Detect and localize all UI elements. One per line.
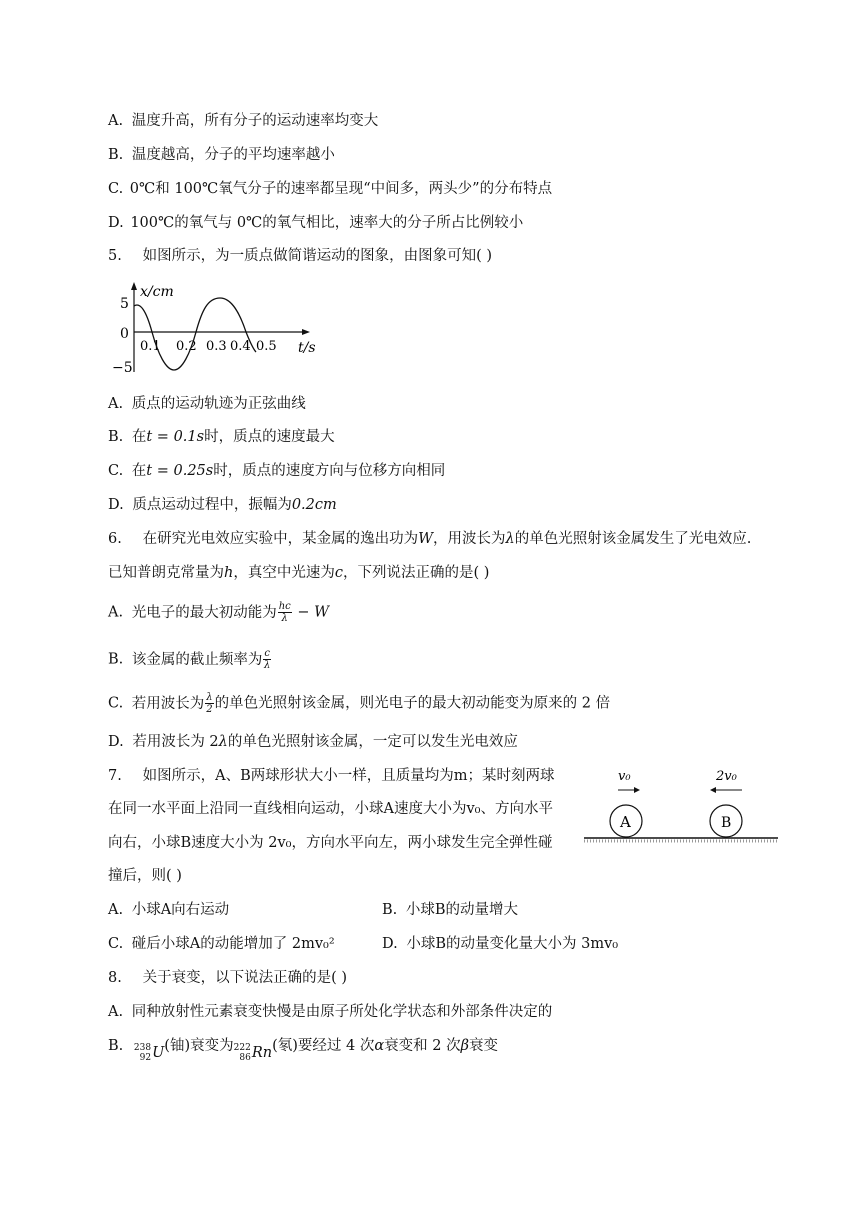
option-label: A.	[108, 1004, 124, 1020]
option-text: 小球A向右运动	[131, 902, 230, 918]
option-label: B.	[108, 1038, 124, 1054]
option-text: 时，质点的速度方向与位移方向相同	[213, 463, 446, 479]
mass-number: 222	[233, 1043, 251, 1053]
x-tick-0.2: 0.2	[176, 339, 197, 354]
question-text: 撞后，则( )	[108, 868, 182, 884]
option-label: A.	[108, 902, 124, 918]
option-text: 质点运动过程中，振幅为	[132, 497, 292, 513]
q7-stem-line1	[108, 766, 554, 786]
math-expr: 0.2cm	[291, 497, 337, 513]
option-text: 100℃的氧气与 0℃的氧气相比，速率大的分子所占比例较小	[130, 215, 524, 231]
option-label: C.	[108, 463, 124, 479]
nuclide-numbers	[134, 1043, 151, 1063]
frac-den: λ	[264, 660, 271, 671]
nuclide-numbers	[234, 1043, 251, 1063]
option-text: 质点的运动轨迹为正弦曲线	[131, 396, 306, 412]
math-var: h	[224, 565, 234, 581]
option-text: 小球B的动量变化量大小为 3mv₀	[406, 936, 619, 952]
shm-graph	[108, 280, 328, 380]
math-var: λ	[218, 734, 228, 750]
option-text: 温度越高，分子的平均速率越小	[131, 147, 335, 163]
question-text: ，真空中光速为	[233, 565, 335, 581]
option-label: C.	[108, 695, 124, 712]
q5-option-b	[108, 427, 335, 447]
q5-stem	[108, 246, 492, 266]
option-text: 在	[131, 463, 147, 479]
question-text: 向右，小球B速度大小为 2v₀，方向水平向左，两小球发生完全弹性碰	[108, 835, 553, 851]
option-label: B.	[108, 147, 124, 163]
option-label: D.	[108, 215, 124, 231]
option-text: 在	[131, 429, 147, 445]
frac-den: 2	[206, 704, 213, 715]
question-text: 的单色光照射该金属发生了光电效应.	[514, 531, 752, 547]
mass-number: 238	[133, 1043, 152, 1053]
q8-option-b	[108, 1036, 498, 1063]
option-label: A.	[108, 113, 124, 129]
option-label: D.	[382, 936, 398, 952]
q8-stem	[108, 968, 347, 988]
ball-b-label: B	[721, 815, 732, 831]
q7-option-a	[108, 900, 229, 920]
q5-option-d	[108, 495, 337, 515]
question-text: 在研究光电效应实验中，某金属的逸出功为	[142, 531, 419, 547]
option-text: 0℃和 100℃氧气分子的速率都呈现“中间多，两头少”的分布特点	[129, 181, 553, 197]
option-text: 若用波长为	[131, 695, 205, 712]
option-text: 小球B的动量增大	[405, 902, 519, 918]
question-text: 如图所示，为一质点做简谐运动的图象，由图象可知( )	[142, 248, 493, 264]
question-text: 在同一水平面上沿同一直线相向运动，小球A速度大小为v₀、方向水平	[108, 801, 553, 817]
q7-option-d	[382, 934, 618, 954]
fraction	[278, 601, 292, 624]
math-var: λ	[505, 531, 515, 547]
q4-option-a	[108, 111, 378, 131]
x-tick-0.3: 0.3	[206, 339, 227, 354]
option-text: 衰变	[468, 1038, 498, 1054]
option-text: 温度升高，所有分子的运动速率均变大	[131, 113, 379, 129]
option-text: 衰变和 2 次	[384, 1038, 461, 1054]
y-axis-label: x/cm	[140, 284, 174, 300]
q7-option-c	[108, 934, 335, 954]
frac-num: c	[264, 648, 270, 659]
q6-stem-line1	[108, 529, 751, 549]
q6-option-b	[108, 648, 272, 671]
math-var: W	[418, 531, 434, 547]
y-tick-5: 5	[120, 296, 129, 312]
q5-option-a	[108, 394, 306, 414]
fraction	[205, 692, 213, 715]
question-number: 8.	[108, 970, 122, 986]
frac-den: λ	[281, 613, 288, 624]
q6-option-c	[108, 692, 610, 715]
question-text: 如图所示，A、B两球形状大小一样，且质量均为m；某时刻两球	[142, 768, 555, 784]
question-number: 5.	[108, 248, 122, 264]
ball-a-label: A	[620, 813, 631, 831]
q7-stem-line4	[108, 866, 182, 886]
math-expr: − W	[292, 604, 330, 621]
question-text: ，下列说法正确的是( )	[342, 565, 490, 581]
collision-figure	[580, 764, 780, 848]
velocity-b-label: 2v₀	[716, 769, 737, 784]
q4-option-b	[108, 145, 335, 165]
radon-nuclide	[234, 1043, 272, 1063]
frac-num: λ	[206, 692, 213, 703]
q5-option-c	[108, 461, 445, 481]
uranium-nuclide	[134, 1043, 164, 1063]
q7-stem-line3	[108, 833, 553, 853]
math-var: α	[374, 1038, 385, 1054]
q7-option-b	[382, 900, 518, 920]
option-label: A.	[108, 396, 124, 412]
math-expr: t = 0.25s	[146, 463, 214, 479]
atomic-number: 92	[139, 1053, 152, 1063]
option-label: B.	[382, 902, 398, 918]
option-label: B.	[108, 429, 124, 445]
option-text: 若用波长为 2	[132, 734, 219, 750]
math-expr: t = 0.1s	[146, 429, 205, 445]
frac-num: hc	[278, 601, 291, 612]
q7-stem-line2	[108, 799, 553, 819]
option-label: C.	[108, 936, 124, 952]
shm-curve	[134, 298, 256, 370]
q8-option-a	[108, 1002, 552, 1022]
q4-option-c	[108, 179, 552, 199]
question-number: 6.	[108, 531, 122, 547]
question-number: 7.	[108, 768, 122, 784]
y-tick-neg5: −5	[112, 360, 133, 376]
option-label: C.	[108, 181, 124, 197]
element-symbol: U	[152, 1045, 165, 1061]
question-text: 关于衰变，以下说法正确的是( )	[142, 970, 348, 986]
atomic-number: 86	[239, 1053, 251, 1063]
question-text: ，用波长为	[433, 531, 506, 547]
math-var: β	[460, 1038, 469, 1054]
option-label: D.	[108, 734, 124, 750]
velocity-a-label: v₀	[618, 769, 631, 784]
y-tick-0: 0	[120, 326, 129, 342]
option-label: D.	[108, 497, 124, 513]
option-text: 该金属的截止频率为	[131, 651, 263, 668]
question-text: 已知普朗克常量为	[108, 565, 224, 581]
x-tick-0.4: 0.4	[230, 339, 251, 354]
x-tick-0.1: 0.1	[140, 339, 161, 354]
option-text: (氡)要经过 4 次	[272, 1038, 375, 1054]
option-text: 同种放射性元素衰变快慢是由原子所处化学状态和外部条件决定的	[131, 1004, 553, 1020]
q6-stem-line2	[108, 563, 489, 583]
option-text: 时，质点的速度最大	[204, 429, 335, 445]
element-symbol: Rn	[251, 1045, 273, 1061]
option-text: 的单色光照射该金属，则光电子的最大初动能变为原来的 2 倍	[214, 695, 611, 712]
x-axis-label: t/s	[298, 340, 316, 356]
math-var: c	[334, 565, 343, 581]
q6-option-d	[108, 732, 518, 752]
q4-option-d	[108, 213, 523, 233]
option-text: (铀)衰变为	[164, 1038, 234, 1054]
option-label: B.	[108, 651, 124, 668]
option-text: 光电子的最大初动能为	[131, 604, 277, 621]
q6-option-a	[108, 601, 329, 624]
fraction	[263, 648, 271, 671]
option-label: A.	[108, 604, 124, 621]
option-text: 的单色光照射该金属，一定可以发生光电效应	[227, 734, 518, 750]
option-text: 碰后小球A的动能增加了 2mv₀²	[131, 936, 335, 952]
x-tick-0.5: 0.5	[256, 339, 277, 354]
